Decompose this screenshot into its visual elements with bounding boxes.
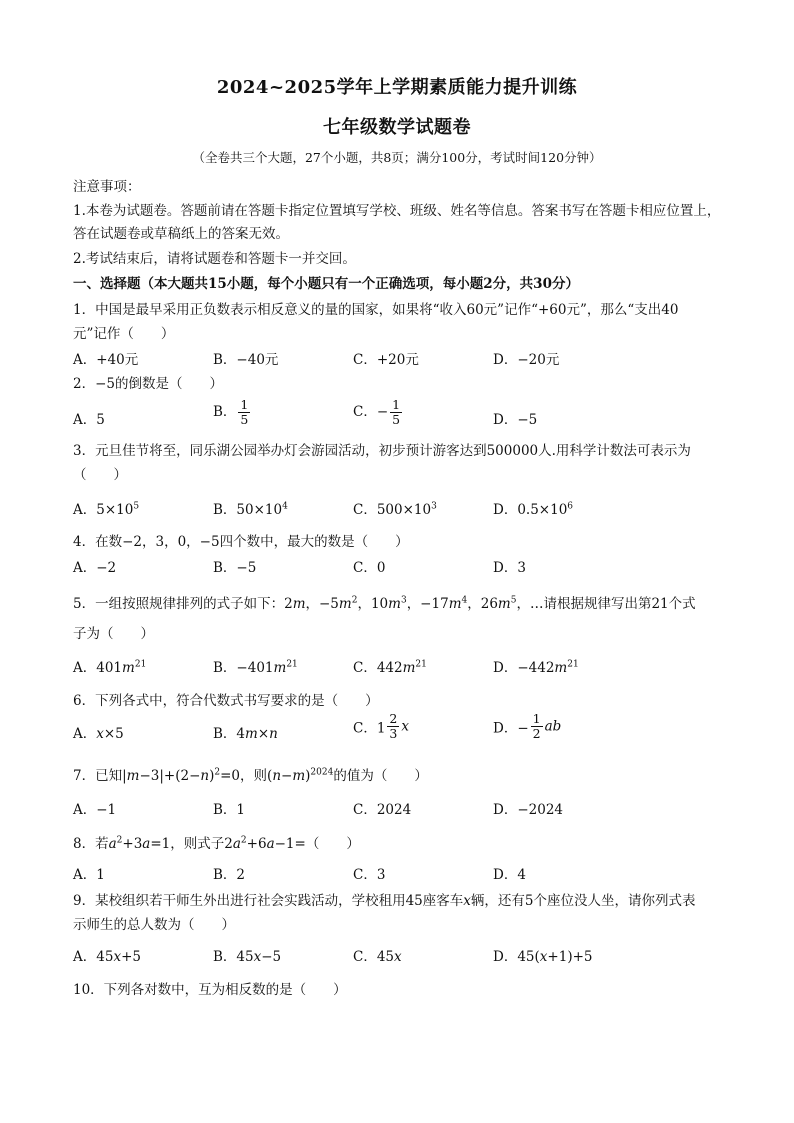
- exam-info: （全卷共三个大题，27个小题，共8页；满分100分，考试时间120分钟）: [192, 150, 602, 165]
- option-d[interactable]: D．−2024: [493, 802, 563, 818]
- option-b-text: B．50×10: [213, 502, 283, 518]
- denominator: 5: [240, 411, 249, 427]
- option-d[interactable]: D．− $\frac{1}{2}$ ab: [493, 711, 562, 741]
- exponent: 5: [133, 501, 140, 512]
- question-7-stem: [73, 764, 428, 784]
- question-6-stem: 6．下列各式中，符合代数式书写要求的是（ ）: [73, 693, 379, 709]
- math-equation: $|m-3|+(2-n)^2=0$: [122, 767, 241, 784]
- option-a-text: A．5×10: [73, 502, 134, 518]
- option-c[interactable]: C．3: [353, 867, 386, 883]
- notes-heading: 注意事项：: [73, 179, 141, 195]
- numerator: 1: [392, 397, 401, 412]
- option-c[interactable]: C．+20元: [353, 352, 419, 368]
- math-expression: $2a^2+6a-1$: [224, 835, 295, 852]
- question-1-options: [73, 348, 733, 372]
- question-9-stem-cont: 示师生的总人数为（ ）: [73, 917, 235, 933]
- numerator: 1: [240, 397, 249, 412]
- option-c[interactable]: C．1 $\frac{2}{3}$ x: [353, 711, 409, 741]
- option-b[interactable]: B．2: [213, 867, 246, 883]
- exponent: 4: [282, 501, 288, 512]
- exponent: 3: [431, 501, 437, 512]
- exam-subject-title: 七年级数学试题卷: [323, 117, 471, 138]
- option-a[interactable]: A．45x+5: [73, 949, 141, 965]
- question-10-stem: 10．下列各对数中，互为相反数的是（ ）: [73, 982, 347, 998]
- option-c-text: C．500×10: [353, 502, 432, 518]
- math-sequence: 2m，$-5m^2$，$10m^3$，$-17m^4$，$26m^5$: [284, 595, 517, 612]
- denominator: 5: [392, 411, 401, 427]
- stem-text-cont: =（ ）: [294, 836, 360, 852]
- option-d[interactable]: D．$-442m^{21}$: [493, 659, 579, 676]
- option-d[interactable]: D．3: [493, 560, 526, 576]
- option-d-text: D．0.5×10: [493, 502, 568, 518]
- question-5-stem: [73, 592, 696, 612]
- fraction: [387, 712, 399, 741]
- question-8-stem: [73, 832, 360, 852]
- note-1-line1: 1.本卷为试题卷。答题前请在答题卡指定位置填写学校、班级、姓名等信息。答案书写在答题卡相应位置上，: [73, 203, 721, 219]
- option-a[interactable]: A．$401m^{21}$: [73, 659, 147, 676]
- question-3-options: [73, 498, 733, 522]
- option-a[interactable]: A．+40元: [73, 352, 139, 368]
- fraction: [531, 712, 543, 741]
- question-6-options: [73, 712, 733, 754]
- option-d[interactable]: D．−20元: [493, 352, 560, 368]
- question-8-options: [73, 863, 733, 887]
- tail: +5: [121, 949, 141, 965]
- stem-text-mid: ，则: [240, 768, 268, 784]
- stem-text-cont: ，…请根据规律写出第21个式: [516, 596, 696, 612]
- math-variable: x: [463, 893, 471, 909]
- numerator: 2: [389, 711, 398, 726]
- exam-title: 2024~2025学年上学期素质能力提升训练: [216, 77, 578, 98]
- label: A．45: [73, 949, 114, 965]
- numerator: 1: [532, 711, 541, 726]
- exponent: 21: [286, 659, 298, 670]
- option-b[interactable]: [213, 498, 288, 518]
- question-9-stem: [73, 889, 696, 909]
- coef: C．442: [353, 660, 403, 676]
- label: D．45: [493, 949, 535, 965]
- denominator: 2: [532, 725, 541, 741]
- question-2-stem: 2．−5的倒数是（ ）: [73, 376, 223, 392]
- option-a[interactable]: A．−2: [73, 560, 117, 576]
- option-d[interactable]: [493, 498, 573, 518]
- option-c[interactable]: C．0: [353, 560, 386, 576]
- math-equation: $a^2+3a=1$: [108, 835, 171, 852]
- option-c[interactable]: [353, 398, 404, 427]
- option-d[interactable]: D．4: [493, 867, 526, 883]
- option-a[interactable]: [73, 498, 139, 518]
- label: B．: [213, 726, 237, 742]
- question-2-options: [73, 398, 733, 438]
- option-c[interactable]: C．45x: [353, 949, 402, 965]
- label: C．1: [353, 720, 386, 737]
- option-d[interactable]: D．45(x+1)+5: [493, 949, 593, 965]
- question-4-options: [73, 556, 733, 580]
- option-a[interactable]: A．1: [73, 867, 105, 883]
- note-1-line2: 答在试题卷或草稿纸上的答案无效。: [73, 226, 289, 242]
- exponent: 2024: [310, 767, 334, 778]
- question-9-options: [73, 945, 733, 969]
- fraction: [390, 398, 402, 427]
- option-b[interactable]: B．1: [213, 802, 246, 818]
- denominator: 3: [389, 725, 398, 741]
- stem-text-cont: 辆，还有5个座位没人坐，请你列式表: [470, 893, 696, 909]
- question-3-stem-cont: （ ）: [73, 467, 127, 483]
- coef: B．−401: [213, 660, 274, 676]
- stem-text: 7．已知: [73, 768, 123, 784]
- exponent: 21: [134, 659, 147, 670]
- option-a[interactable]: A．5: [73, 412, 105, 428]
- tail: +1)+5: [547, 949, 593, 965]
- label: C．45: [353, 949, 395, 965]
- fraction: [238, 398, 250, 427]
- label: B．45: [213, 949, 254, 965]
- option-d[interactable]: D．−5: [493, 412, 538, 428]
- stem-text: 9．某校组织若干师生外出进行社会实践活动，学校租用45座客车: [73, 893, 464, 909]
- exponent: 6: [567, 501, 574, 512]
- option-a[interactable]: A．−1: [73, 802, 117, 818]
- option-c[interactable]: C．$442m^{21}$: [353, 659, 427, 676]
- question-4-stem: 4．在数−2，3，0，−5四个数中，最大的数是（ ）: [73, 534, 409, 550]
- stem-text: 8．若: [73, 836, 109, 852]
- option-a[interactable]: A．x×5: [73, 726, 124, 742]
- exponent: 21: [567, 659, 579, 670]
- label: A．: [73, 726, 97, 742]
- option-b[interactable]: B．45x−5: [213, 949, 282, 965]
- note-2: 2.考试结束后，请将试题卷和答题卡一并交回。: [73, 251, 356, 267]
- tail: −5: [261, 949, 282, 965]
- option-b-prefix: B．: [213, 403, 237, 420]
- question-3-stem: 3．元旦佳节将至，同乐湖公园举办灯会游园活动，初步预计游客达到500000人.用科学计数法可表示为: [73, 443, 691, 459]
- coef: D．−442: [493, 660, 555, 676]
- option-b[interactable]: B．−40元: [213, 352, 279, 368]
- option-b[interactable]: B．4m×n: [213, 726, 278, 742]
- option-c-prefix: C．−: [353, 403, 389, 420]
- option-b[interactable]: B．$-401m^{21}$: [213, 659, 298, 676]
- option-c[interactable]: [353, 498, 437, 518]
- option-b[interactable]: [213, 398, 252, 427]
- stem-text-cont: 的值为（ ）: [333, 768, 428, 784]
- question-5-stem-cont: 子为（ ）: [73, 626, 154, 642]
- exponent: 21: [415, 659, 427, 670]
- stem-text: 5．一组按照规律排列的式子如下：: [73, 596, 285, 612]
- question-1-stem: 1．中国是最早采用正负数表示相反意义的量的国家，如果将“收入60元”记作“+60元”，那么“支出40: [73, 302, 679, 318]
- option-c[interactable]: C．2024: [353, 802, 412, 818]
- coef: A．401: [73, 660, 123, 676]
- stem-text-mid: ，则式子: [170, 836, 225, 852]
- math-expression: $(n-m)^{2024}$: [267, 767, 334, 784]
- question-7-options: [73, 798, 733, 822]
- section-heading: 一、选择题（本大题共15小题，每个小题只有一个正确选项，每小题2分，共30分）: [73, 276, 579, 292]
- question-5-options: [73, 656, 733, 680]
- option-b[interactable]: B．−5: [213, 560, 257, 576]
- label: D．−: [493, 720, 529, 737]
- question-1-stem-cont: 元”记作（ ）: [73, 326, 175, 342]
